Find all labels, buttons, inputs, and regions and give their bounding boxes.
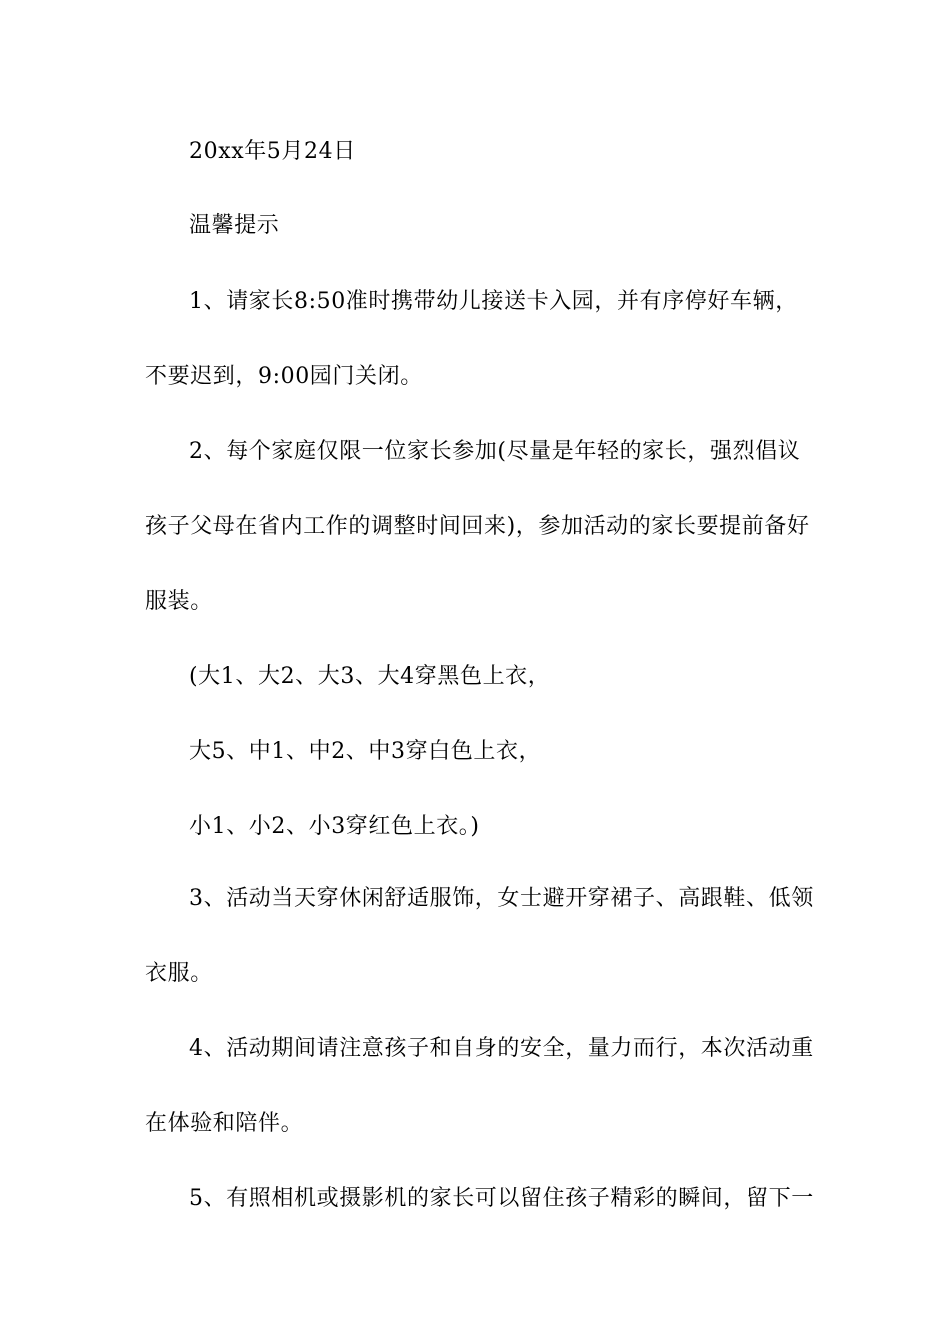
paragraph-line: 孩子父母在省内工作的调整时间回来)，参加活动的家长要提前备好 <box>145 514 810 539</box>
paragraph-line: 大5、中1、中2、中3穿白色上衣， <box>189 739 542 764</box>
paragraph-line: 3、活动当天穿休闲舒适服饰，女士避开穿裙子、高跟鞋、低领 <box>189 886 814 911</box>
paragraph-line: 小1、小2、小3穿红色上衣。) <box>189 814 480 839</box>
paragraph-line: 2、每个家庭仅限一位家长参加(尽量是年轻的家长，强烈倡议 <box>189 439 801 464</box>
paragraph-line: 衣服。 <box>145 961 213 986</box>
paragraph-line: (大1、大2、大3、大4穿黑色上衣， <box>189 664 551 689</box>
paragraph-line: 1、请家长8:50准时携带幼儿接送卡入园，并有序停好车辆， <box>189 289 798 314</box>
document-heading: 温馨提示 <box>189 213 280 238</box>
paragraph-line: 不要迟到，9:00园门关闭。 <box>145 364 423 389</box>
paragraph-line: 在体验和陪伴。 <box>145 1111 304 1136</box>
document-date: 20xx年5月24日 <box>189 139 356 164</box>
paragraph-line: 4、活动期间请注意孩子和自身的安全，量力而行，本次活动重 <box>189 1036 814 1061</box>
paragraph-line: 5、有照相机或摄影机的家长可以留住孩子精彩的瞬间，留下一 <box>189 1186 814 1211</box>
paragraph-line: 服装。 <box>145 589 213 614</box>
